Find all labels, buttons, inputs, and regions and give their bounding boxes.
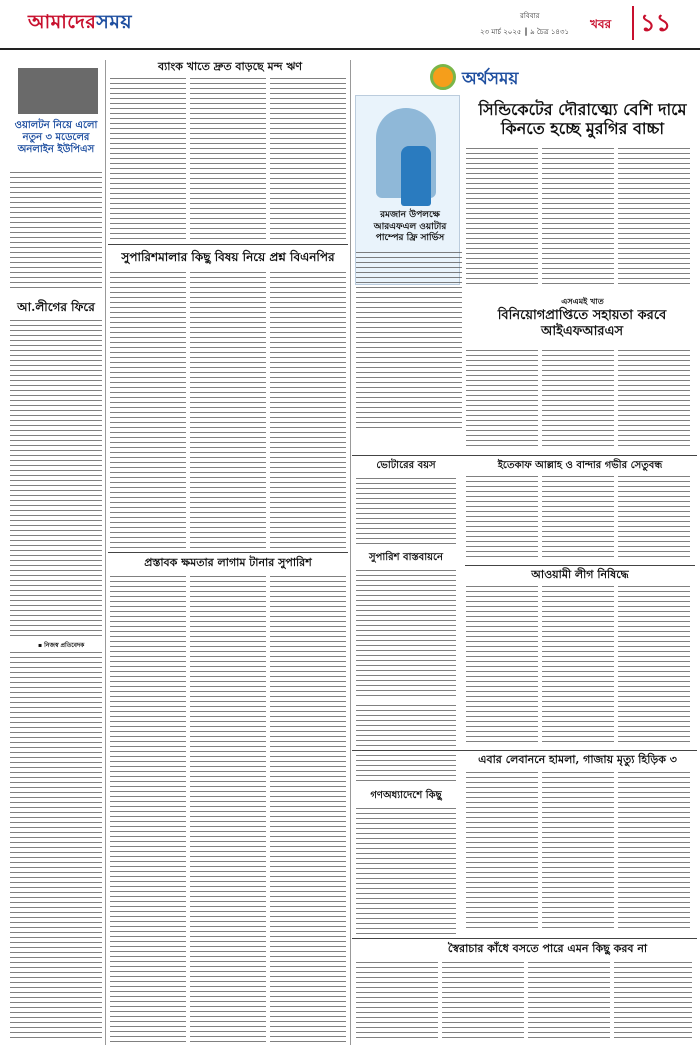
- section-rule: [465, 565, 695, 566]
- dictator-body-col2: [442, 962, 524, 1042]
- gono-body: [356, 808, 456, 938]
- section-rule: [108, 552, 348, 553]
- dictator-body-col4: [614, 962, 692, 1042]
- page-number: ১১: [632, 6, 686, 40]
- day-label: রবিবার: [520, 12, 540, 20]
- logo-part1: আমাদের: [28, 11, 97, 33]
- ad-pump-icon: [401, 146, 431, 206]
- dictator-body-col3: [528, 962, 610, 1042]
- ifc-body-col3: [618, 350, 690, 450]
- suparish2-headline: সুপারিশ বাস্তবায়নে: [368, 552, 444, 563]
- section-rule: [352, 455, 697, 456]
- proyojon-headline: প্রস্তাবক ক্ষমতার লাগাম টানার সুপারিশ: [144, 556, 312, 569]
- section-rule: [352, 938, 697, 939]
- ifc-body-col1: [466, 350, 538, 450]
- brand-name: অর্থসময়: [462, 69, 519, 89]
- ramzan-caption: রমজান উপলক্ষে আরএফএল ওয়াটার পাম্পের ফ্রি সার্ভিস: [373, 210, 447, 244]
- continued-body: [356, 705, 456, 785]
- awami-ban-body-col1: [466, 586, 538, 746]
- logo-part2: সময়: [96, 11, 133, 33]
- awami-body: [10, 320, 102, 636]
- suparish2-body: [356, 570, 456, 700]
- column-divider: [350, 60, 351, 1045]
- itikaf-headline: ইতেকাফ আল্লাহ ও বান্দার গভীর সেতুবন্ধ: [497, 460, 663, 471]
- section-rule: [352, 750, 697, 751]
- lebanon-body-col2: [542, 772, 614, 932]
- chicks-headline: সিন্ডিকেটের দৌরাত্ম্যে বেশি দামে কিনতে হচ্ছে মুরগির বাচ্চা: [478, 100, 687, 139]
- proyojon-body-col2: [190, 576, 266, 1042]
- ifc-body-col2: [542, 350, 614, 450]
- dictator-headline: স্বৈরাচার কাঁধে বসতে পারে এমন কিছু করব না: [447, 942, 648, 955]
- ramzan-body: [356, 252, 462, 430]
- itikaf-body-col2: [542, 476, 614, 560]
- left-col-continued-body: [10, 652, 102, 1042]
- awami-ban-body-col2: [542, 586, 614, 746]
- voter-body: [356, 478, 456, 548]
- section-name: খবর: [590, 17, 612, 31]
- lebanon-body-col1: [466, 772, 538, 932]
- brand-badge: [420, 62, 590, 94]
- awami-headline: আ.লীগের ফিরে: [17, 300, 95, 314]
- newspaper-logo: [28, 8, 132, 40]
- lebanon-headline: এবার লেবাননে হামলা, গাজায় মৃত্যু হিড়িক ৩: [478, 753, 677, 766]
- awami-credit: ▪ নিজস্ব প্রতিবেদক: [38, 642, 85, 649]
- proyojon-body-col1: [110, 576, 186, 1042]
- wallet-photo: [18, 68, 98, 114]
- chicks-body-col3: [618, 148, 690, 288]
- awami-ban-body-col3: [618, 586, 690, 746]
- gono-headline: গণঅধ্যাদেশে কিছু: [370, 790, 442, 801]
- bank-headline: ব্যাংক খাতে দ্রুত বাড়ছে মন্দ ঋণ: [157, 60, 303, 73]
- supari-body-col3: [270, 272, 346, 548]
- section-rule: [108, 244, 348, 245]
- voter-headline: ভোটারের বয়স: [376, 460, 436, 471]
- column-divider: [105, 60, 106, 1045]
- awami-ban-headline: আওয়ামী লীগ নিষিদ্ধে: [531, 568, 629, 581]
- ifc-headline: বিনিয়োগপ্রাপ্তিতে সহায়তা করবে আইএফআরএস: [497, 308, 667, 339]
- date-label: ২৩ মার্চ ২০২৫ ║ ৯ চৈত্র ১৪৩১: [480, 28, 570, 36]
- wallet-body: [10, 172, 102, 292]
- chicks-body-col2: [542, 148, 614, 288]
- itikaf-body-col3: [618, 476, 690, 560]
- chicks-body-col1: [466, 148, 538, 288]
- lebanon-body-col3: [618, 772, 690, 932]
- supari-body-col2: [190, 272, 266, 548]
- brand-logo-icon: [430, 64, 456, 90]
- bank-body-col3: [270, 78, 346, 240]
- masthead: [0, 0, 700, 50]
- itikaf-body-col1: [466, 476, 538, 560]
- bank-body-col1: [110, 78, 186, 240]
- dictator-body-col1: [356, 962, 438, 1042]
- supari-body-col1: [110, 272, 186, 548]
- ifc-kicker: এসএমই খাত: [561, 297, 604, 306]
- supari-headline: সুপারিশমালার কিছু বিষয় নিয়ে প্রশ্ন বিএনপির: [121, 250, 335, 264]
- bank-body-col2: [190, 78, 266, 240]
- wallet-headline: ওয়ালটন নিয়ে এলো নতুন ৩ মডেলের অনলাইন ইউপিএস: [14, 120, 98, 155]
- proyojon-body-col3: [270, 576, 346, 1042]
